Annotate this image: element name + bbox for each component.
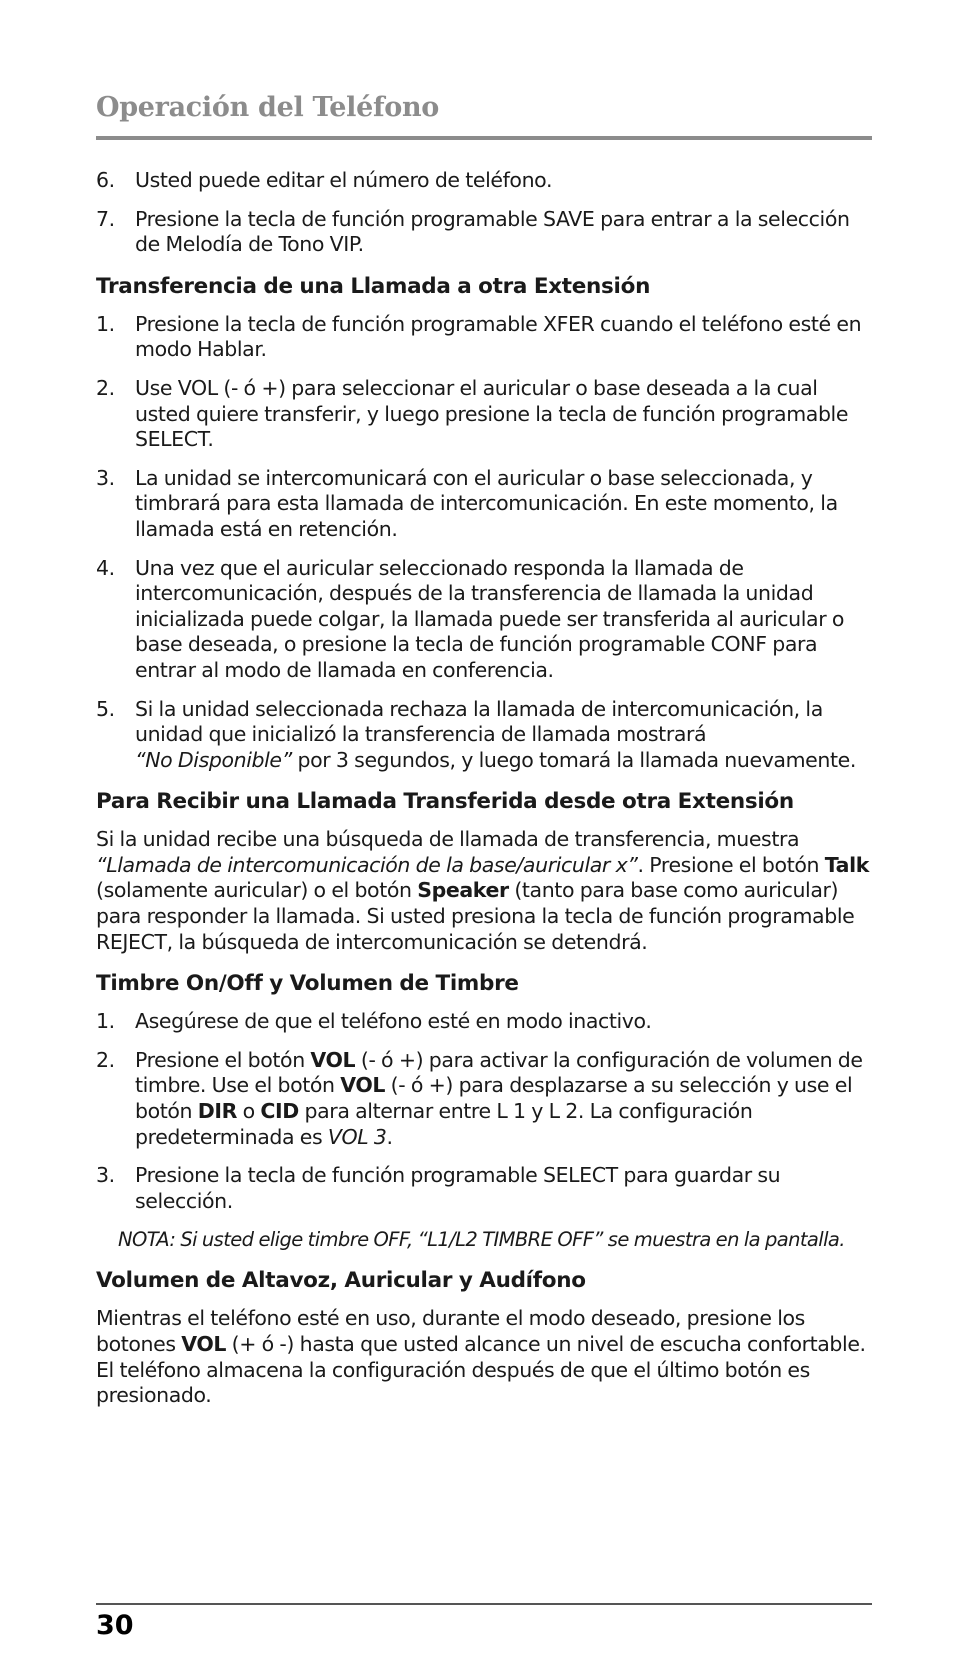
step-text: Si la unidad seleccionada rechaza la llamada de intercomunicación, la unidad que inicializó la transferencia de llamada mostrará	[135, 696, 823, 747]
steps-list-continued	[96, 168, 872, 258]
list-item	[96, 376, 872, 453]
section-heading-receive-transfer: Para Recibir una Llamada Transferida desde otra Extensión	[96, 789, 794, 815]
button-name-talk: Talk	[824, 852, 869, 877]
list-item	[96, 1048, 872, 1150]
list-item	[96, 168, 872, 194]
button-name-speaker: Speaker	[417, 878, 509, 903]
volume-paragraph	[96, 1306, 872, 1408]
footer-rule	[96, 1603, 872, 1605]
step-text: Use VOL (- ó +) para seleccionar el auricular o base deseada a la cual usted quiere transferir, y luego presione la tecla de función programable SELECT.	[135, 375, 849, 452]
paragraph-text: (solamente auricular) o el botón	[96, 878, 412, 903]
step-number: 7.	[96, 206, 115, 231]
section-heading-volume: Volumen de Altavoz, Auricular y Audífono	[96, 1268, 586, 1294]
step-text: o	[242, 1099, 255, 1124]
default-setting: VOL 3	[327, 1124, 387, 1149]
step-number: 2.	[96, 1047, 115, 1072]
step-number: 2.	[96, 375, 115, 400]
button-name-cid: CID	[260, 1099, 299, 1124]
display-message: “Llamada de intercomunicación de la base/auricular x”	[96, 852, 638, 877]
button-name-vol: VOL	[310, 1047, 356, 1072]
step-text: La unidad se intercomunicará con el auricular o base seleccionada, y timbrará para esta llamada de intercomunicación. En este momento, la llamada está en retención.	[135, 465, 838, 541]
list-item	[96, 466, 872, 543]
list-item	[96, 1009, 872, 1035]
step-text: para alternar entre L 1 y L 2. La configuración predeterminada es	[135, 1099, 753, 1149]
step-text: (- ó +) para activar la configuración de volumen de timbre. Use el botón	[135, 1047, 863, 1098]
step-text: Asegúrese de que el teléfono esté en modo inactivo.	[135, 1009, 652, 1034]
ringer-steps-list	[96, 1009, 872, 1214]
step-number: 3.	[96, 465, 115, 490]
receive-transfer-paragraph	[96, 827, 872, 955]
step-text: Una vez que el auricular seleccionado responda la llamada de intercomunicación, después de la transferencia de llamada la unidad inicializada puede colgar, la llamada puede ser transferida al auricular o base deseada, o presione la tecla de función programable CONF para entrar al modo de llamada en conferencia.	[135, 555, 844, 682]
transfer-steps-list	[96, 312, 872, 774]
list-item	[96, 207, 872, 258]
paragraph-text: Si la unidad recibe una búsqueda de llamada de transferencia, muestra	[96, 827, 800, 852]
step-number: 5.	[96, 696, 115, 721]
list-item	[96, 556, 872, 684]
list-item	[96, 1163, 872, 1214]
paragraph-text: . Presione el botón	[637, 852, 820, 877]
paragraph-text: Mientras el teléfono esté en uso, durante el modo deseado, presione los botones	[96, 1306, 805, 1356]
ringer-note: NOTA: Si usted elige timbre OFF, “L1/L2 TIMBRE OFF” se muestra en la pantalla.	[118, 1228, 845, 1252]
paragraph-text: (tanto para base como auricular) para responder la llamada. Si usted presiona la tecla de función programable REJECT, la búsqueda de intercomunicación se detendrá.	[96, 878, 855, 954]
step-text: Presione la tecla de función programable SELECT para guardar su selección.	[135, 1163, 781, 1213]
paragraph-text: (+ ó -) hasta que usted alcance un nivel de escucha confortable. El teléfono almacena la configuración después de que el último botón es presionado.	[96, 1332, 866, 1408]
step-text: Presione el botón	[135, 1047, 305, 1072]
section-heading-ringer: Timbre On/Off y Volumen de Timbre	[96, 971, 519, 997]
list-item	[96, 697, 872, 774]
step-number: 1.	[96, 311, 115, 336]
page-number: 30	[96, 1610, 134, 1641]
button-name-dir: DIR	[197, 1099, 237, 1124]
header-rule	[96, 136, 872, 140]
step-text: Presione la tecla de función programable XFER cuando el teléfono esté en modo Hablar.	[135, 311, 862, 362]
button-name-vol: VOL	[181, 1332, 227, 1356]
button-name-vol: VOL	[340, 1073, 386, 1098]
step-number: 6.	[96, 168, 115, 192]
step-text: Presione la tecla de función programable SAVE para entrar a la selección de Melodía de Tono VIP.	[135, 206, 850, 257]
status-message: “No Disponible”	[135, 747, 292, 772]
step-text: .	[386, 1124, 393, 1149]
step-number: 1.	[96, 1009, 115, 1034]
step-number: 3.	[96, 1163, 115, 1188]
page-header-title: Operación del Teléfono	[96, 92, 440, 123]
step-text: (- ó +) para desplazarse a su selección y use el botón	[135, 1073, 853, 1124]
step-number: 4.	[96, 555, 115, 580]
step-text: Usted puede editar el número de teléfono.	[135, 168, 553, 192]
page-content	[96, 168, 872, 1422]
step-text: por 3 segundos, y luego tomará la llamada nuevamente.	[297, 747, 856, 772]
section-heading-transfer: Transferencia de una Llamada a otra Extensión	[96, 273, 651, 299]
list-item	[96, 312, 872, 363]
